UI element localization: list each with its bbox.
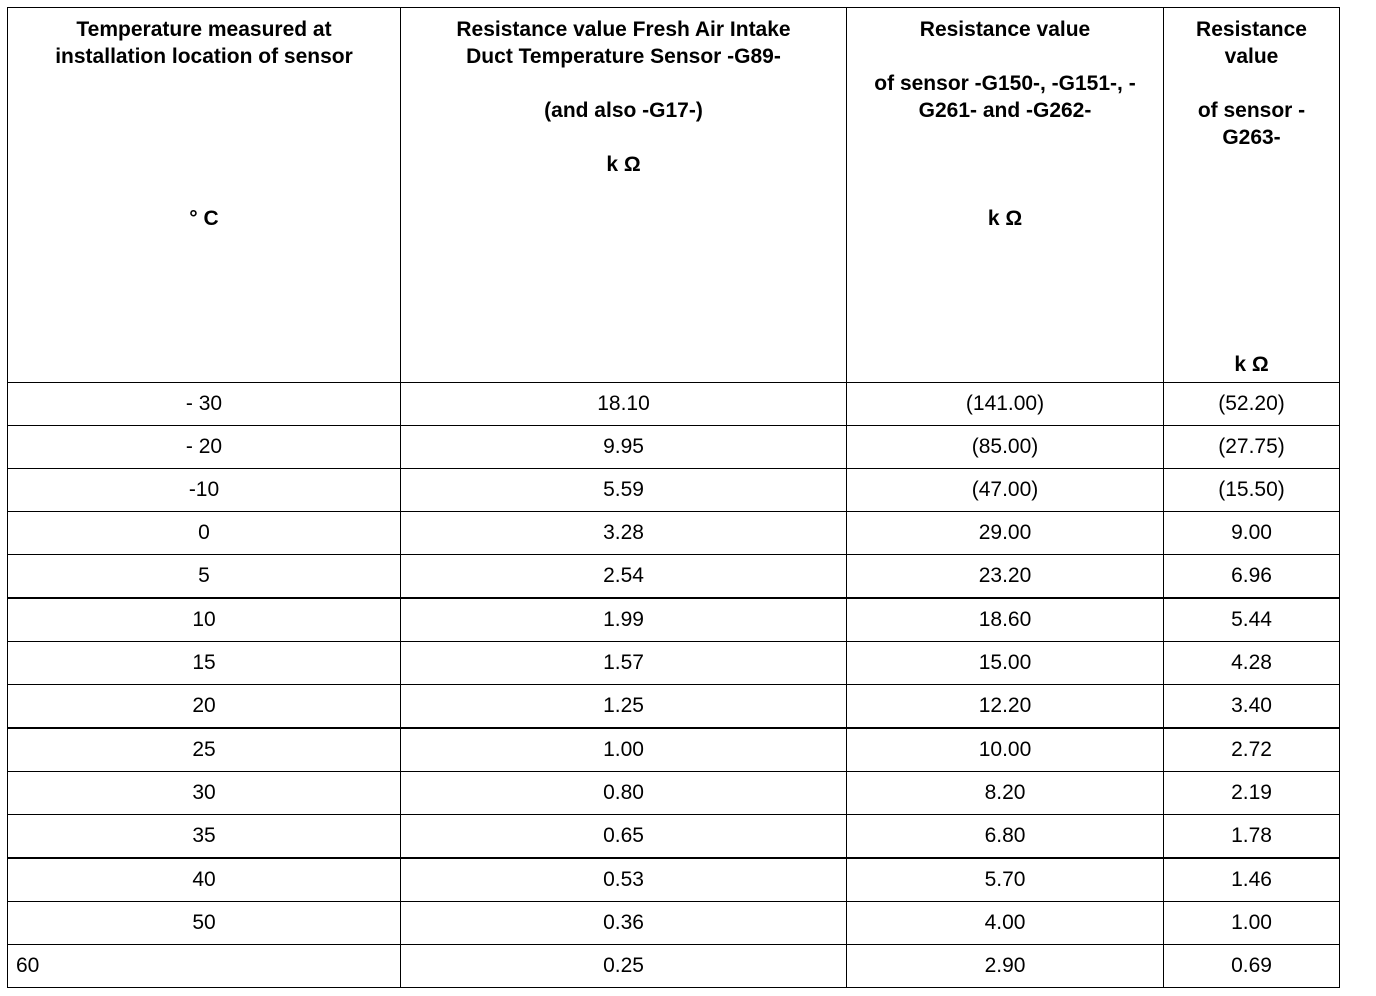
table-row (8, 902, 1340, 945)
cell-g263: 2.72 (1164, 728, 1340, 772)
table-row (8, 815, 1340, 859)
cell-g150: 15.00 (847, 642, 1164, 685)
cell-g150: 12.20 (847, 685, 1164, 729)
cell-g150: (85.00) (847, 426, 1164, 469)
header-g263-line4: G263- (1222, 126, 1281, 149)
cell-g263: (52.20) (1164, 383, 1340, 426)
table-row (8, 858, 1340, 902)
table-row (8, 383, 1340, 426)
cell-g263: 1.78 (1164, 815, 1340, 859)
cell-g150: (47.00) (847, 469, 1164, 512)
cell-g263: 9.00 (1164, 512, 1340, 555)
cell-g263: 1.46 (1164, 858, 1340, 902)
header-temperature-unit: ° C (189, 207, 219, 230)
cell-g89: 3.28 (401, 512, 847, 555)
table-row (8, 685, 1340, 729)
header-g89-line3: (and also -G17-) (544, 99, 703, 122)
resistance-table (7, 7, 1340, 988)
cell-temperature: 5 (8, 555, 401, 599)
table-row (8, 598, 1340, 642)
cell-temperature: - 20 (8, 426, 401, 469)
table-row (8, 426, 1340, 469)
cell-g150: 2.90 (847, 945, 1164, 988)
cell-g263: (27.75) (1164, 426, 1340, 469)
cell-temperature: 40 (8, 858, 401, 902)
header-temperature-line2: installation location of sensor (55, 45, 353, 68)
cell-g89: 2.54 (401, 555, 847, 599)
cell-g150: 29.00 (847, 512, 1164, 555)
cell-temperature: - 30 (8, 383, 401, 426)
header-g89-line2: Duct Temperature Sensor -G89- (466, 45, 781, 68)
cell-g263: (15.50) (1164, 469, 1340, 512)
cell-temperature: 35 (8, 815, 401, 859)
header-g150-line2: of sensor -G150-, -G151-, - (874, 72, 1136, 95)
cell-g263: 0.69 (1164, 945, 1340, 988)
cell-g89: 0.25 (401, 945, 847, 988)
cell-g150: 10.00 (847, 728, 1164, 772)
cell-temperature: 50 (8, 902, 401, 945)
cell-g150: 6.80 (847, 815, 1164, 859)
cell-g150: (141.00) (847, 383, 1164, 426)
cell-g89: 5.59 (401, 469, 847, 512)
cell-temperature: 15 (8, 642, 401, 685)
cell-temperature: 25 (8, 728, 401, 772)
cell-g263: 6.96 (1164, 555, 1340, 599)
cell-g150: 4.00 (847, 902, 1164, 945)
header-g263 (1164, 8, 1340, 383)
header-g150-line3: G261- and -G262- (918, 99, 1092, 122)
cell-temperature: 10 (8, 598, 401, 642)
cell-g89: 0.36 (401, 902, 847, 945)
cell-g89: 1.99 (401, 598, 847, 642)
cell-g263: 1.00 (1164, 902, 1340, 945)
header-g263-line2: value (1224, 45, 1279, 68)
cell-g89: 1.00 (401, 728, 847, 772)
cell-g89: 1.57 (401, 642, 847, 685)
cell-g263: 5.44 (1164, 598, 1340, 642)
cell-g263: 3.40 (1164, 685, 1340, 729)
resistance-table-sheet (7, 7, 1340, 988)
cell-g150: 18.60 (847, 598, 1164, 642)
cell-temperature: 60 (8, 945, 401, 988)
header-g150-line1: Resistance value (919, 18, 1091, 41)
cell-g89: 1.25 (401, 685, 847, 729)
header-g263-line1: Resistance (1196, 18, 1307, 41)
header-g150 (847, 8, 1164, 383)
cell-g263: 4.28 (1164, 642, 1340, 685)
header-g89-unit: k Ω (606, 153, 641, 176)
cell-temperature: 0 (8, 512, 401, 555)
cell-g89: 9.95 (401, 426, 847, 469)
header-row (8, 8, 1340, 383)
cell-g263: 2.19 (1164, 772, 1340, 815)
cell-temperature: 30 (8, 772, 401, 815)
header-temperature (8, 8, 401, 383)
cell-temperature: 20 (8, 685, 401, 729)
table-row (8, 512, 1340, 555)
cell-g150: 8.20 (847, 772, 1164, 815)
table-row (8, 642, 1340, 685)
cell-g89: 0.53 (401, 858, 847, 902)
header-temperature-line1: Temperature measured at (76, 18, 332, 41)
cell-g89: 0.80 (401, 772, 847, 815)
table-row (8, 772, 1340, 815)
table-row (8, 728, 1340, 772)
cell-temperature: -10 (8, 469, 401, 512)
cell-g89: 18.10 (401, 383, 847, 426)
cell-g89: 0.65 (401, 815, 847, 859)
header-g263-line3: of sensor - (1197, 99, 1306, 122)
header-g89 (401, 8, 847, 383)
table-row (8, 469, 1340, 512)
header-g150-unit: k Ω (987, 207, 1023, 230)
header-g89-line1: Resistance value Fresh Air Intake (456, 18, 791, 41)
table-row (8, 945, 1340, 988)
cell-g150: 23.20 (847, 555, 1164, 599)
header-g263-unit: k Ω (1234, 353, 1269, 376)
cell-g150: 5.70 (847, 858, 1164, 902)
table-row (8, 555, 1340, 599)
